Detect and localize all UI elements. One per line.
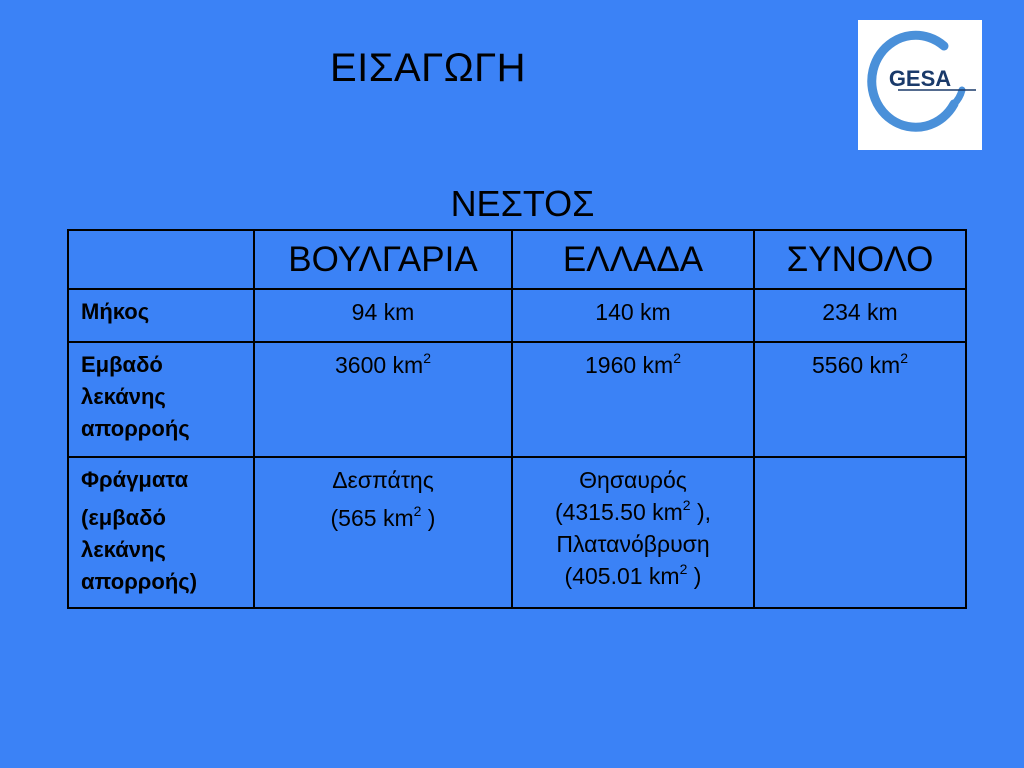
row-label-area-line3: απορροής xyxy=(81,416,190,441)
cell-area-greece-value: 1960 km xyxy=(584,352,674,378)
cell-length-bulgaria: 94 km xyxy=(254,289,512,342)
cell-length-total: 234 km xyxy=(754,289,966,342)
dam-greece-line1: Θησαυρός xyxy=(579,467,687,493)
cell-area-greece xyxy=(512,342,754,457)
slide-title: ΕΙΣΑΓΩΓΗ xyxy=(329,46,527,90)
nestos-table xyxy=(67,229,967,609)
cell-length-greece: 140 km xyxy=(512,289,754,342)
header-total: ΣΥΝΟΛΟ xyxy=(754,230,966,289)
row-label-area xyxy=(68,342,254,457)
dam-greece-line2: (4315.50 $km^2$ ), xyxy=(554,497,712,525)
cell-dams-total xyxy=(754,457,966,608)
cell-area-total-value: 5560 km xyxy=(811,352,901,378)
header-bulgaria: ΒΟΥΛΓΑΡΙΑ xyxy=(254,230,512,289)
header-greece: ΕΛΛΑΔΑ xyxy=(512,230,754,289)
table-row-length xyxy=(68,289,966,342)
table-row-area xyxy=(68,342,966,457)
row-label-dams-line1: Φράγματα xyxy=(81,467,189,492)
dam-exp: 2 xyxy=(679,561,688,577)
logo-text: GESA xyxy=(888,66,952,91)
table-title: ΝΕΣΤΟΣ xyxy=(450,183,595,224)
header-empty xyxy=(68,230,254,289)
cell-dams-greece xyxy=(512,457,754,608)
dam-bulgaria-area: (565 $km^2$ ) xyxy=(330,503,436,531)
dam-greece-line4: (405.01 $km^2$ ) xyxy=(564,561,702,589)
row-label-dams xyxy=(68,457,254,608)
dam-greece-line3: Πλατανόβρυση xyxy=(556,531,710,557)
gesa-logo xyxy=(858,20,982,150)
cell-area-bulgaria xyxy=(254,342,512,457)
gesa-logo-icon xyxy=(858,20,982,150)
dam-exp: 2 xyxy=(682,497,691,513)
table-header-row xyxy=(68,230,966,289)
area-exp: 2 xyxy=(673,350,681,366)
row-label-dams-line4: απορροής) xyxy=(81,569,198,594)
table-row-dams xyxy=(68,457,966,608)
row-label-dams-line3: λεκάνης xyxy=(81,537,166,562)
cell-area-bulgaria-value: 3600 km xyxy=(334,352,424,378)
cell-area-total xyxy=(754,342,966,457)
dam-exp: 2 xyxy=(413,503,422,519)
area-exp: 2 xyxy=(423,350,431,366)
row-label-dams-line2: (εμβαδό xyxy=(81,505,166,530)
cell-dams-bulgaria xyxy=(254,457,512,608)
dam-bulgaria-name: Δεσπάτης xyxy=(332,467,434,493)
area-exp: 2 xyxy=(900,350,908,366)
row-label-area-line2: λεκάνης xyxy=(81,384,166,409)
row-label-length: Μήκος xyxy=(68,289,254,342)
row-label-area-line1: Εμβαδό xyxy=(81,352,163,377)
